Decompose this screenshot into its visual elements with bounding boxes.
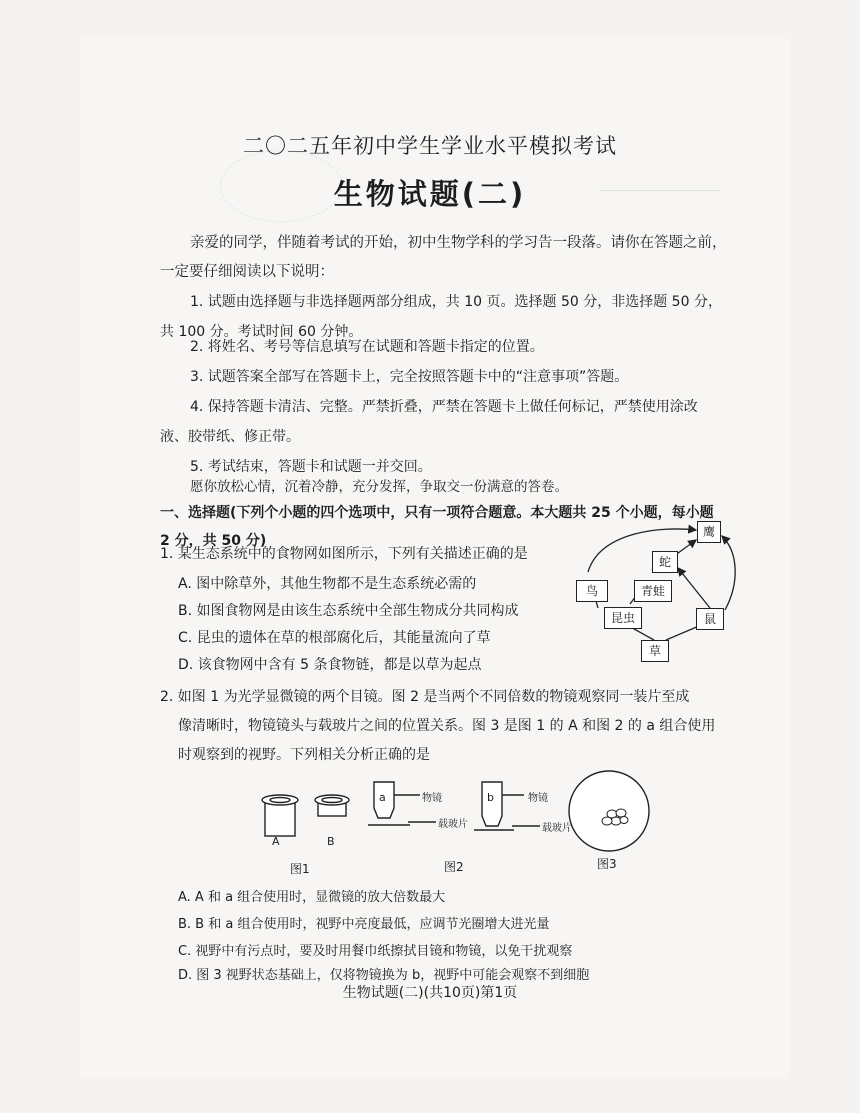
food-web-node-mouse: 鼠: [696, 608, 724, 630]
lens-b-label: b: [487, 791, 494, 804]
figure-1-label-a: A: [272, 835, 280, 848]
slide-label-a: 载玻片: [438, 819, 468, 830]
figure-1-caption: 图1: [290, 862, 310, 876]
food-web-node-bird: 鸟: [576, 580, 608, 602]
question-2-option-c: C. 视野中有污点时，要及时用餐巾纸擦拭目镜和物镜，以免干扰观察: [178, 944, 573, 959]
question-2-stem-line-2: 像清晰时，物镜镜头与载玻片之间的位置关系。图 3 是图 1 的 A 和图 2 的 a 组合使用: [178, 718, 716, 734]
question-1-stem: 1. 某生态系统中的食物网如图所示，下列有关描述正确的是: [160, 546, 528, 562]
question-2-option-d: D. 图 3 视野状态基础上，仅将物镜换为 b，视野中可能会观察不到细胞: [178, 968, 590, 983]
figure-1-label-b: B: [327, 835, 335, 848]
arrow-mouse-to-snake: [678, 568, 710, 608]
food-web-node-grass: 草: [641, 640, 669, 662]
objective-b: [482, 782, 502, 826]
wish-text: 愿你放松心情，沉着冷静，充分发挥，争取交一份满意的答卷。: [190, 479, 568, 495]
food-web-node-snake: 蛇: [652, 551, 678, 573]
question-1-option-d: D. 该食物网中含有 5 条食物链，都是以草为起点: [178, 657, 482, 673]
eyepiece-b: [315, 795, 349, 816]
arrow-mouse-to-eagle: [722, 536, 735, 610]
question-1-option-c: C. 昆虫的遗体在草的根部腐化后，其能量流向了草: [178, 630, 491, 646]
instruction-5: 5. 考试结束，答题卡和试题一并交回。: [190, 459, 432, 475]
question-2-option-a: A. A 和 a 组合使用时，显微镜的放大倍数最大: [178, 890, 446, 905]
intro-line-2: 一定要仔细阅读以下说明：: [160, 264, 334, 280]
instruction-4-line-2: 液、胶带纸、修正带。: [160, 429, 300, 445]
figure-3-caption: 图3: [597, 857, 617, 871]
page-footer: 生物试题(二)(共10页)第1页: [342, 985, 518, 1001]
question-2-stem-line-1: 2. 如图 1 为光学显微镜的两个目镜。图 2 是当两个不同倍数的物镜观察同一装片至成: [160, 689, 690, 705]
slide-label-b: 载玻片: [542, 823, 572, 834]
food-web-node-insect: 昆虫: [604, 607, 642, 629]
question-2-stem-line-3: 时观察到的视野。下列相关分析正确的是: [178, 747, 430, 763]
objective-label-a: 物镜: [422, 793, 442, 804]
figure-3-field-of-view: [566, 768, 652, 854]
question-1-option-b: B. 如图食物网是由该生态系统中全部生物成分共同构成: [178, 603, 519, 619]
section-1-heading-line-2: 2 分，共 50 分): [160, 533, 267, 549]
food-web-node-eagle: 鹰: [697, 521, 721, 543]
instruction-2: 2. 将姓名、考号等信息填写在试题和答题卡指定的位置。: [190, 339, 544, 355]
instruction-4-line-1: 4. 保持答题卡清洁、完整。严禁折叠，严禁在答题卡上做任何标记，严禁使用涂改: [190, 399, 698, 415]
food-web-node-frog: 青蛙: [634, 580, 672, 602]
eyepiece-a: [262, 795, 298, 836]
figure-1-eyepieces: [256, 790, 356, 840]
arrow-bird-to-eagle: [588, 529, 696, 572]
subject-title: 生物试题(二): [333, 177, 527, 211]
section-1-heading-line-1: 一、选择题(下列个小题的四个选项中，只有一项符合题意。本大题共 25 个小题，每小题: [160, 505, 714, 521]
figure-2-caption: 图2: [444, 860, 464, 874]
question-2-option-b: B. B 和 a 组合使用时，视野中亮度最低，应调节光圈增大进光量: [178, 917, 550, 932]
instruction-1-line-2: 共 100 分。考试时间 60 分钟。: [160, 324, 363, 340]
instruction-1-line-1: 1. 试题由选择题与非选择题两部分组成，共 10 页。选择题 50 分，非选择题 50 分，: [190, 294, 722, 310]
intro-line-1: 亲爱的同学，伴随着考试的开始，初中生物学科的学习告一段落。请你在答题之前，: [190, 235, 727, 251]
instruction-3: 3. 试题答案全部写在答题卡上，完全按照答题卡中的“注意事项”答题。: [190, 369, 629, 385]
exam-title: 二〇二五年初中学生学业水平模拟考试: [243, 134, 617, 158]
question-1-option-a: A. 图中除草外，其他生物都不是生态系统必需的: [178, 576, 477, 592]
lens-a-label: a: [379, 791, 386, 804]
objective-label-b: 物镜: [528, 793, 548, 804]
